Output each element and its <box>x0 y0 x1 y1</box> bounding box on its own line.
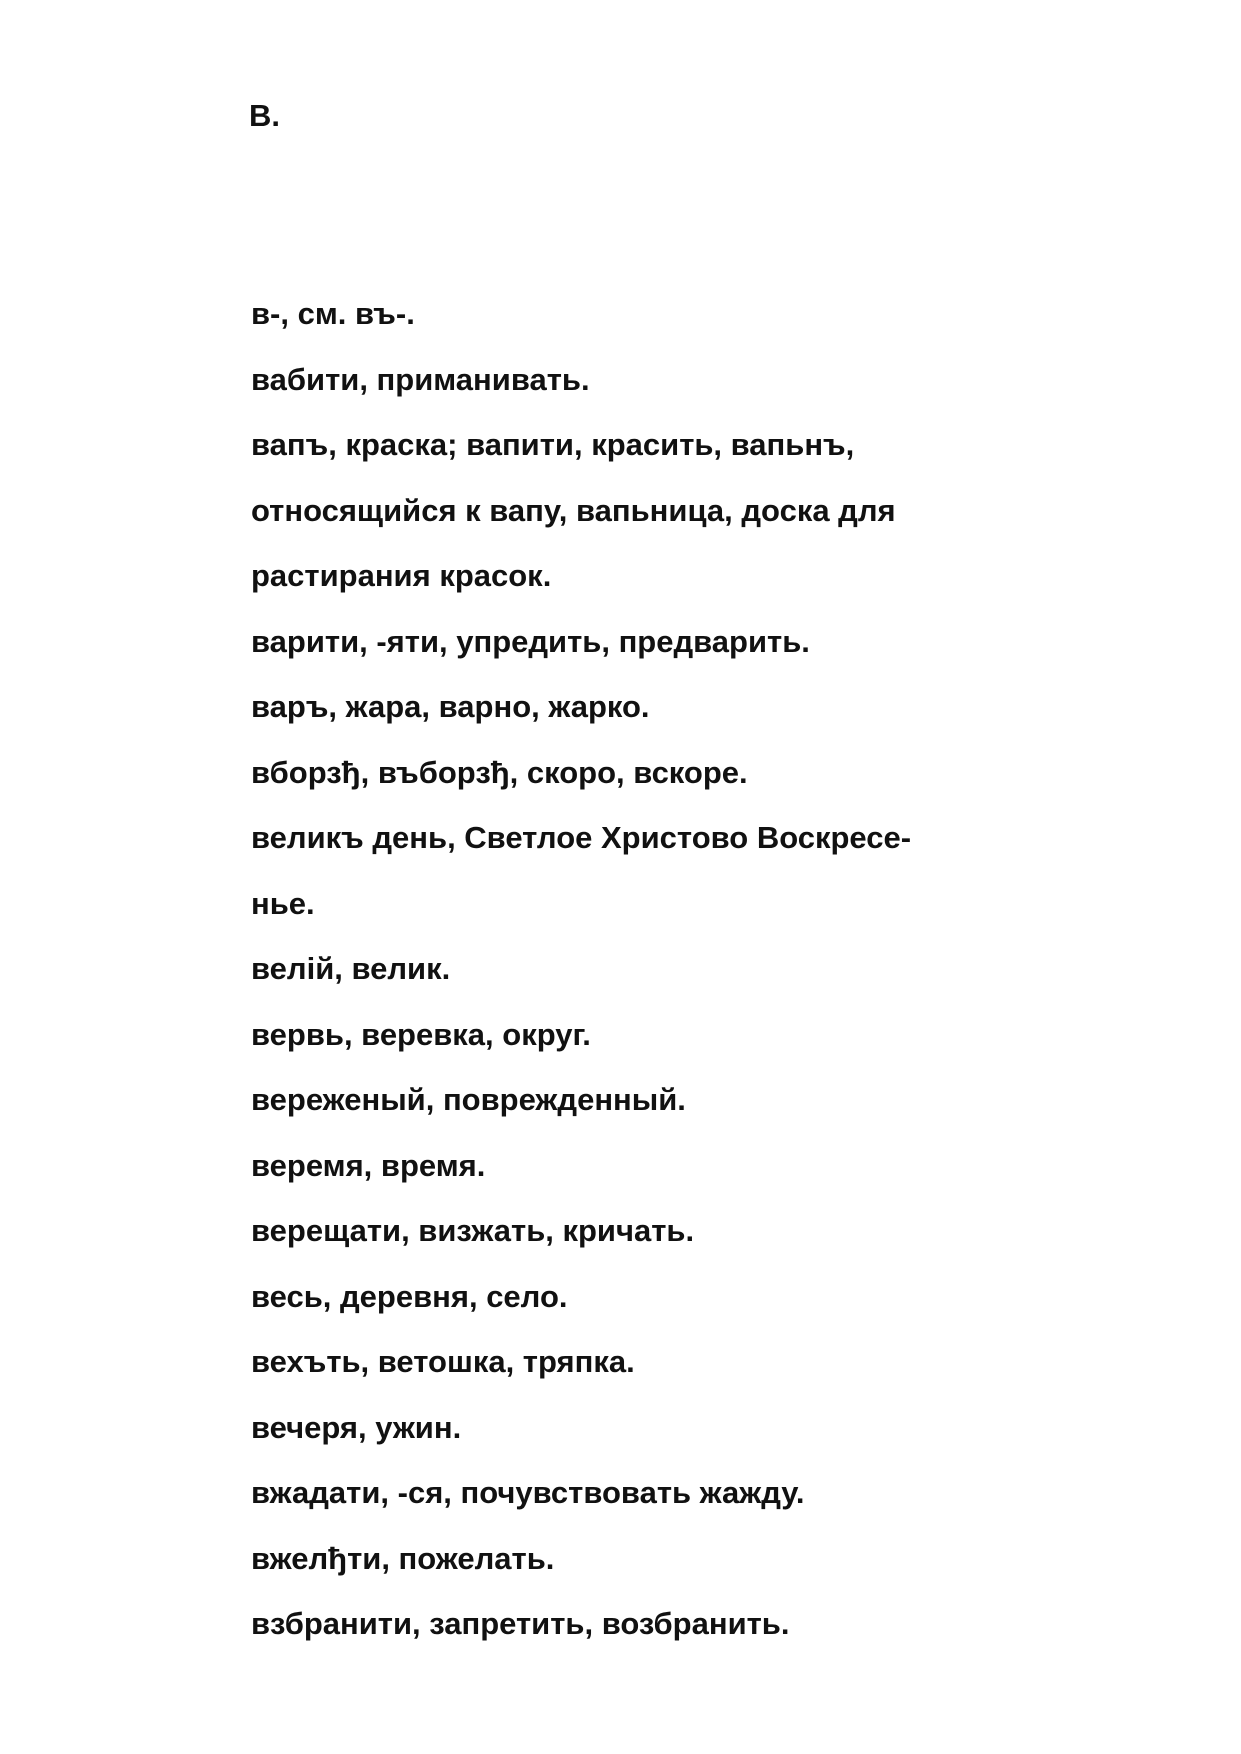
entry-line: нье. <box>251 885 315 921</box>
entry-line: взбранити, запретить, возбранить. <box>251 1606 790 1641</box>
entry-line: веремя, время. <box>251 1147 486 1183</box>
entry-line: вереженый, поврежденный. <box>251 1082 686 1117</box>
entry-line: вжадати, -ся, почувствовать жажду. <box>251 1475 805 1510</box>
entry-line: вапъ, краска; вапити, красить, вапьнъ, <box>251 427 855 462</box>
entry-line: растирания красок. <box>251 558 552 593</box>
entry-line: великъ день, Светлое Христово Воскресе- <box>251 820 912 855</box>
dictionary-entry-list <box>251 296 1151 1672</box>
entry-line: вервь, веревка, округ. <box>251 1016 591 1052</box>
entry-line: вабити, приманивать. <box>251 361 590 397</box>
entry-line: вборзђ, въборзђ, скоро, вскоре. <box>251 754 748 790</box>
entry-line: велiй, велик. <box>251 951 451 986</box>
entry-line: верещати, визжать, кричать. <box>251 1213 695 1248</box>
entry-line: относящийся к вапу, вапьница, доска для <box>251 492 896 528</box>
entry-line: вечеря, ужин. <box>251 1409 462 1445</box>
entry-line: вехъть, ветошка, тряпка. <box>251 1344 635 1379</box>
entry-line: весь, деревня, село. <box>251 1278 568 1314</box>
section-letter-heading: В. <box>249 98 280 133</box>
entry-line: в-, см. въ-. <box>251 296 415 331</box>
entry-line: варити, -яти, упредить, предварить. <box>251 623 810 659</box>
entry-line: варъ, жара, варно, жарко. <box>251 689 650 724</box>
entry-line: вжелђти, пожелать. <box>251 1540 555 1576</box>
